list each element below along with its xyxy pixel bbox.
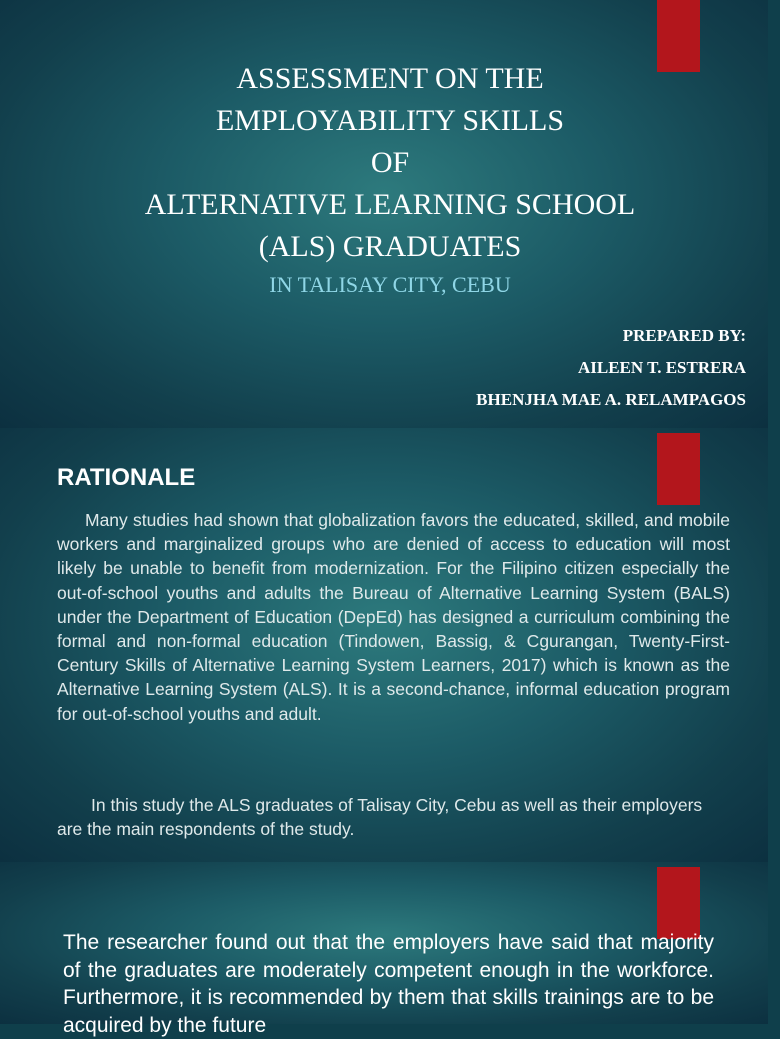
rationale-paragraph: Many studies had shown that globalization favors the educated, skilled, and mobile workers and marginalized groups who are denied of access to education will most likely be unable to benefit from modernization. For the Filipino citizen especially the out-of-school youths and adults the Bureau of Alternative Learning System (BALS) under the Department of Education (DepEd) has designed a curriculum combining the formal and non-formal education (Tindowen, Bassig, & Cgurangan, Twenty-First-Century Skills of Alternative Learning System Learners, 2017) which is known as the Alternative Learning System (ALS). It is a second-chance, informal education program for out-of-school youths and adult. [57,510,730,724]
red-accent-bar [657,433,700,505]
presentation-title [0,58,780,268]
author-name: AILEEN T. ESTRERA [577,358,746,377]
respondents-paragraph: In this study the ALS graduates of Talisay City, Cebu as well as their employers are the main respondents of the study. [57,795,703,840]
author-credits [476,320,746,416]
title-slide [0,0,768,428]
presentation-subtitle: IN TALISAY CITY, CEBU [269,272,511,297]
author-name: BHENJHA MAE A. RELAMPAGOS [476,390,746,409]
findings-slide [0,862,768,1037]
findings-paragraph: The researcher found out that the employers have said that majority of the graduates are moderately competent enough in the workforce. Furthermore, it is recommended by them that skills trainings are to be acquired by the future [63,931,714,1037]
title-line: ASSESSMENT ON THE [236,62,544,95]
title-line: ALTERNATIVE LEARNING SCHOOL [144,188,636,221]
section-heading: RATIONALE [57,464,196,491]
title-line: EMPLOYABILITY SKILLS [215,104,565,137]
title-line: (ALS) GRADUATES [258,230,522,263]
title-line: OF [370,146,410,179]
rationale-slide [0,428,768,862]
prepared-by-label: PREPARED BY: [622,326,746,345]
